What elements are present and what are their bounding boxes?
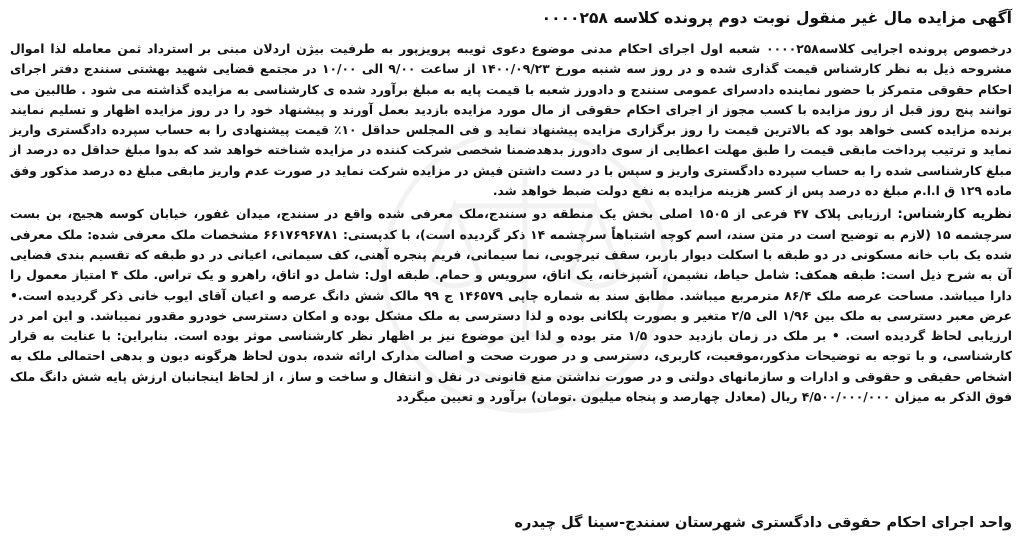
notice-title: آگهی مزایده مال غیر منقول نوبت دوم پرونده کلاسه ۰۰۰۰۲۵۸ [541, 9, 1012, 27]
notice-paragraph-1: درخصوص پرونده اجرایی کلاسه۰۰۰۰۲۵۸ شعبه اول اجرای احکام مدنی موضوع دعوی ثویبه پرویزپور به طرفیت بیژن اردلان مبنی بر استرداد ثمن معامله لذا اموال مشروحه ذیل به نظر کارشناس قیمت گذاری شده و در روز سه شنبه مورخ ۱۴۰۰/۰۹/۲۳ از ساعت ۹/۰۰ الی ۱۰/۰۰ در مجتمع قضایی شهید بهشتی سنندج دفتر اجرای احکام حقوقی متمرکز با حضور نماینده دادسرای عمومی سنندج و دادورز شعبه با قیمت پایه به مبلغ برآورد شده ی کارشناسی به مزایده گذاشته می شود . طالبین می توانند پنج روز قبل از روز مزایده با کسب مجوز از اجرای احکام حقوقی از مال مورد مزایده بازدید بعمل آورند و پیشنهاد خود را در روز مزایده اظهار و تسلیم نمایند برنده مزایده کسی خواهد بود که بالاترین قیمت را روز برگزاری مزایده پیشنهاد نماید و فی المجلس حداقل ۱۰٪ قیمت پیشنهادی را به حساب سپرده دادگستری واریز نماید و ترتیب پرداخت مابقی قیمت را طبق مهلت اعطایی از سوی دادورز بدهدضمنا شخصی شرکت کننده در مزایده شناخته خواهد شد که بدوا مبلغ حداقل ده درصد از مبلغ کارشناسی شده را به حساب سپرده دادگستری واریز و سپس با در دست داشتن فیش در مزایده شرکت نماید در صورت عدم واریز مابقی مبلغ ده درصد مذکور وفق ماده ۱۲۹ ق ا.ا.م مبلغ ده درصد پس از کسر هزینه مزایده به نفع دولت ضبط خواهد شد. [10, 42, 1013, 199]
notice-paragraph-2 [10, 204, 1012, 407]
expert-opinion-label: نظریه کارشناس: [897, 206, 1013, 223]
expert-opinion-text: ارزیابی پلاک ۴۷ فرعی از ۱۵۰۵ اصلی بخش یک منطقه دو سنندج،ملک معرفی شده واقع در سنندج، میدان غفور، خیابان کوسه هجیج، بن بست سرچشمه ۱۵ (لازم به توضیح است در متن سند، اسم کوچه اشتباهاً سرچشمه ۱۴ ذکر گردیده است)، با کدپستی: ۶۶۱۷۶۹۶۷۸۱ مشخصات ملک معرفی شده: ملک معرفی شده یک باب خانه مسکونی در دو طبقه با اسکلت دیوار باربر، سقف تیرچوبی، نما سیمانی، فریم پنجره آهنی، کف سیمانی، اعیانی در دو طبقه که تقسیم بندی فضایی آن به شرح ذیل است: طبقه همکف: شامل حیاط، نشیمن، آشپزخانه، یک اتاق، سرویس و حمام. طبقه اول: شامل دو اتاق، راهرو و یک تراس. ملک ۴ امتیاز معمول را دارا میباشد. مساحت عرصه ملک ۸۶/۴ مترمربع میباشد. مطابق سند به شماره چاپی ۱۴۶۵۷۹ ج ۹۹ مالک شش دانگ عرصه و اعیان آقای ایوب خانی ذکر گردیده است.• عرض معبر دسترسی به ملک بین ۱/۹۶ الی ۲/۵ متغیر و بصورت پلکانی بوده و لذا دسترسی به ملک مشکل بوده و امکان دسترسی خودرو مقدور نمیباشد. و این امر در ارزیابی لحاظ گردیده است. • بر ملک در زمان بازدید حدود ۱/۵ متر بوده و لذا این موضوع نیز بر اظهار نظر کارشناسی موثر بوده است. بنابراین: با عنایت به قرار کارشناسی، و با توجه به توضیحات مذکور،موقعیت، کاربری، دسترسی و در صورت صحت و اصالت مدارک ارائه شده، بدون لحاظ هرگونه دیون و بدهی احتمالی ملک به اشخاص حقیقی و حقوقی و ادارات و سازمانهای دولتی و در صورت نداشتن منع قانونی در نقل و انتقال و ساخت و ساز ، از لحاظ اینجانبان ارزش پایه شش دانگ ملک فوق الذکر به میزان ۴/۵۰۰/۰۰۰/۰۰۰ ریال (معادل چهارصد و پنجاه میلیون .تومان) برآورد و تعیین میگردد [10, 207, 1012, 405]
issuing-office: واحد اجرای احکام حقوقی دادگستری شهرستان سنندج-سینا گل چیدره [514, 515, 1012, 531]
